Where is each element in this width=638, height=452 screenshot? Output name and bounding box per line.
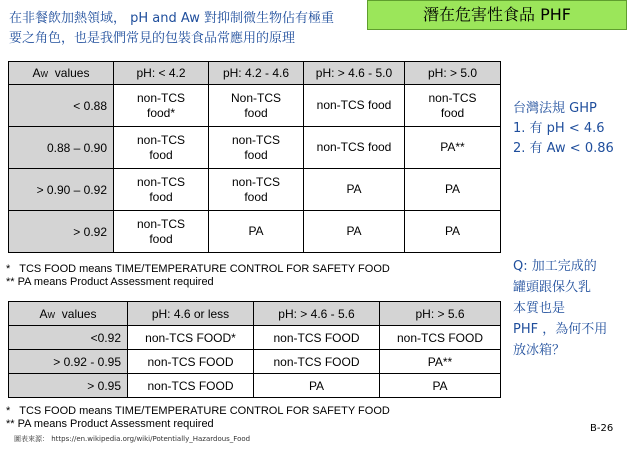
page-number: B-26 — [590, 423, 614, 434]
table-cell: non-TCS FOOD — [128, 374, 254, 398]
col-header: pH: < 4.2 — [114, 62, 209, 85]
table-cell: non-TCS FOOD — [380, 326, 501, 350]
table-cell: PA** — [380, 350, 501, 374]
footnote-line: * TCS FOOD means TIME/TEMPERATURE CONTROL FOR SAFETY FOOD — [6, 263, 390, 275]
table-cell — [304, 127, 405, 169]
corner-a: A — [39, 306, 48, 321]
footnote-line: ** PA means Product Assessment required — [6, 418, 214, 430]
cell-line: PA — [346, 224, 362, 238]
cell-line: PA** — [440, 140, 465, 154]
col-header: pH: 4.6 or less — [128, 302, 254, 326]
footnote-2 — [6, 405, 390, 431]
table-row — [9, 127, 501, 169]
cell-line: non-TCS — [231, 174, 281, 189]
aw-ph-table-1 — [8, 61, 501, 253]
table-row — [9, 326, 501, 350]
table-cell — [209, 85, 304, 127]
col-header: pH: > 5.0 — [405, 62, 501, 85]
footnote-1 — [6, 263, 390, 289]
slide-title: 潛在危害性食品 PHF — [367, 0, 627, 30]
cell-line: non-TCS food — [316, 98, 392, 112]
table-cell — [304, 211, 405, 253]
table-row — [9, 85, 501, 127]
row-label: > 0.92 — [9, 211, 114, 253]
cell-line: food — [244, 189, 268, 204]
table-cell — [209, 211, 304, 253]
intro-line-2: 要之角色，也是我們常見的包裝食品常應用的原理 — [9, 31, 296, 46]
cell-line: food — [149, 147, 173, 162]
cell-line: food — [440, 105, 465, 120]
corner-header — [9, 302, 128, 326]
row-label: > 0.90 – 0.92 — [9, 169, 114, 211]
cell-line: Non-TCS — [230, 90, 281, 105]
row-label: > 0.92 - 0.95 — [9, 350, 128, 374]
cell-line: food — [149, 231, 173, 246]
side-line: Q: 加工完成的 — [513, 259, 597, 274]
cell-line: non-TCS — [428, 90, 477, 105]
col-header: pH: 4.2 - 4.6 — [209, 62, 304, 85]
cell-line: non-TCS — [136, 216, 186, 231]
table-header-row — [9, 302, 501, 326]
side-line: 本質也是 — [513, 301, 566, 316]
side-line: 台灣法規 GHP — [513, 101, 597, 116]
side-note-question — [513, 256, 607, 361]
cell-line: non-TCS — [231, 132, 281, 147]
cell-line: food* — [146, 105, 176, 120]
table-cell: PA — [380, 374, 501, 398]
intro-line-1: 在非餐飲加熱領域， pH and Aw 對抑制微生物佔有極重 — [9, 11, 335, 26]
cell-line: PA — [444, 224, 461, 238]
table-cell — [405, 85, 501, 127]
footnote-line: ** PA means Product Assessment required — [6, 276, 214, 288]
table-row — [9, 350, 501, 374]
col-header: pH: > 5.6 — [380, 302, 501, 326]
table-row — [9, 374, 501, 398]
corner-sub: W — [40, 70, 49, 79]
cell-line: PA — [346, 182, 362, 196]
corner-header — [9, 62, 114, 85]
table-row — [9, 169, 501, 211]
table-cell — [405, 127, 501, 169]
cell-line: non-TCS food — [316, 140, 392, 154]
table-cell: non-TCS FOOD — [254, 326, 380, 350]
cell-line: non-TCS — [136, 174, 186, 189]
side-line: 2. 有 Aw < 0.86 — [513, 141, 614, 156]
table-cell — [114, 127, 209, 169]
corner-rest: values — [48, 66, 90, 80]
corner-sub: W — [47, 310, 56, 320]
side-line: 放冰箱？ — [513, 343, 566, 358]
side-line: 1. 有 pH < 4.6 — [513, 121, 605, 136]
table-cell — [114, 169, 209, 211]
table-cell — [114, 85, 209, 127]
table-cell — [405, 169, 501, 211]
side-line: 罐頭跟保久乳 — [513, 280, 592, 295]
source-citation: 圖表來源： https://en.wikipedia.org/wiki/Potentially_Hazardous_Food — [14, 435, 251, 443]
table-cell: PA — [254, 374, 380, 398]
row-label: > 0.95 — [9, 374, 128, 398]
side-line: PHF ，為何不用 — [513, 322, 608, 337]
cell-line: non-TCS — [136, 132, 186, 147]
intro-text — [9, 9, 399, 49]
table-cell — [405, 211, 501, 253]
cell-line: PA — [444, 182, 461, 196]
table-cell — [304, 85, 405, 127]
row-label: 0.88 – 0.90 — [9, 127, 114, 169]
table-cell — [114, 211, 209, 253]
table-cell — [304, 169, 405, 211]
table-cell — [209, 169, 304, 211]
table-cell: non-TCS FOOD — [128, 350, 254, 374]
col-header: pH: > 4.6 - 5.6 — [254, 302, 380, 326]
aw-ph-table-2 — [8, 301, 501, 398]
table-header-row — [9, 62, 501, 85]
corner-rest: values — [55, 306, 97, 321]
cell-line: food — [244, 105, 268, 120]
col-header: pH: > 4.6 - 5.0 — [304, 62, 405, 85]
corner-a: A — [32, 66, 41, 80]
table-cell: non-TCS FOOD* — [128, 326, 254, 350]
row-label: < 0.88 — [9, 85, 114, 127]
table-cell — [209, 127, 304, 169]
cell-line: PA — [248, 224, 264, 238]
row-label: <0.92 — [9, 326, 128, 350]
cell-line: food — [244, 147, 268, 162]
table-row — [9, 211, 501, 253]
footnote-line: * TCS FOOD means TIME/TEMPERATURE CONTROL FOR SAFETY FOOD — [6, 405, 390, 417]
side-note-regulation — [513, 99, 614, 159]
cell-line: non-TCS — [136, 90, 186, 105]
cell-line: food — [149, 189, 173, 204]
table-cell: non-TCS FOOD — [254, 350, 380, 374]
